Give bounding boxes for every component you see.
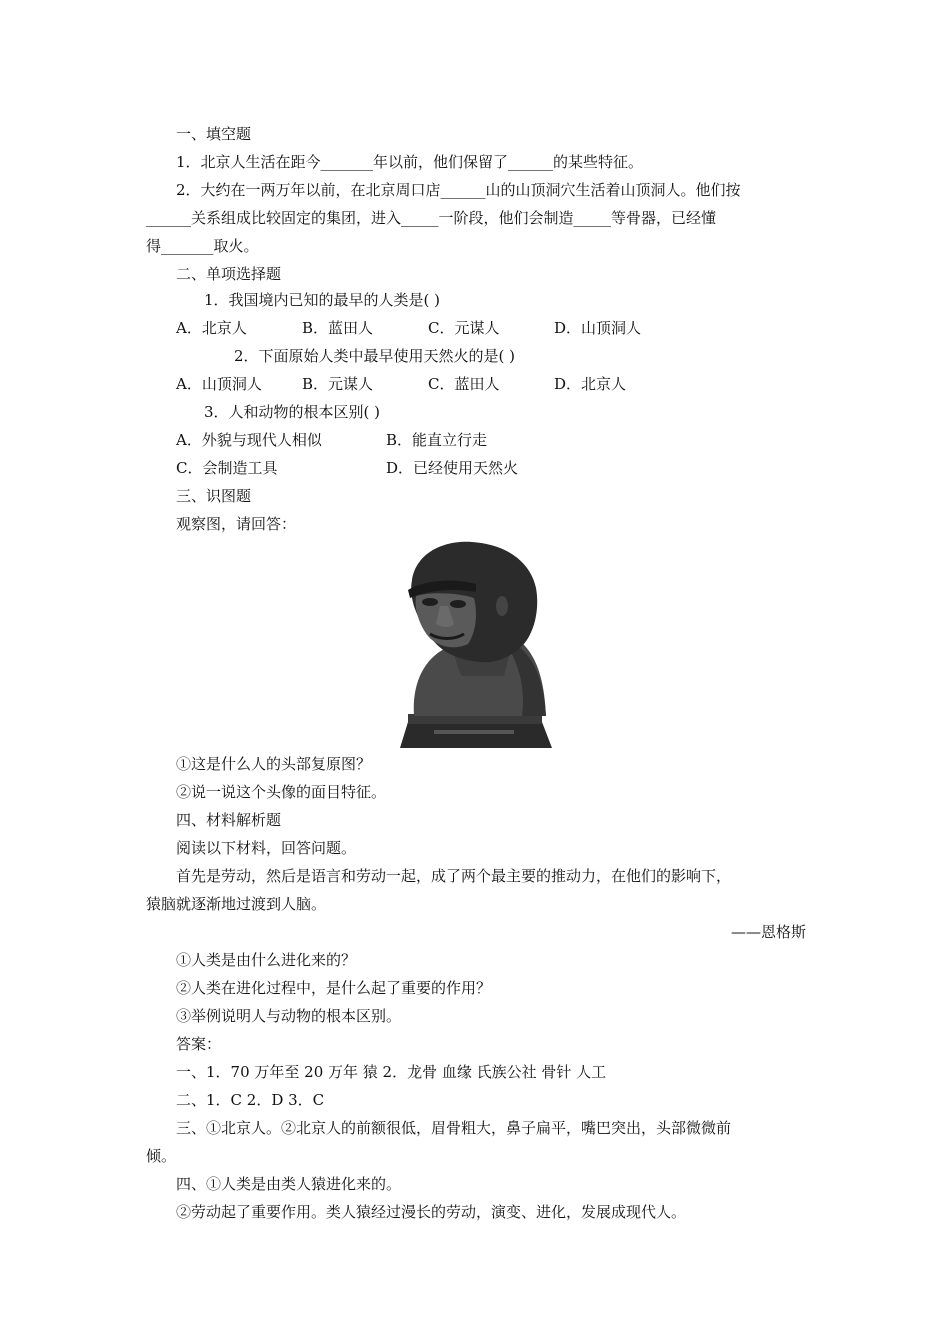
fill-question-2-line1: 2．大约在一两万年以前，在北京周口店______山的山顶洞穴生活着山顶洞人。他们按 xyxy=(176,181,741,199)
material-quote-line1: 首先是劳动，然后是语言和劳动一起，成了两个最主要的推动力，在他们的影响下， xyxy=(176,867,732,885)
answer-section-4-line1: 四、①人类是由类人猿进化来的。 xyxy=(176,1175,402,1193)
material-question-1: ①人类是由什么进化来的？ xyxy=(176,951,357,969)
choice-3-option-c: C．会制造工具 xyxy=(176,459,278,477)
choice-1-option-b: B．蓝田人 xyxy=(302,319,374,337)
choice-3-option-d: D．已经使用天然火 xyxy=(386,459,519,477)
fill-question-1: 1．北京人生活在距今_______年以前，他们保留了______的某些特征。 xyxy=(176,153,644,171)
answer-section-3-line2: 倾。 xyxy=(146,1147,177,1165)
section-figure-title: 三、识图题 xyxy=(176,487,252,505)
figure-question-1: ①这是什么人的头部复原图？ xyxy=(176,755,372,773)
answers-title: 答案： xyxy=(176,1035,222,1053)
choice-2-option-b: B．元谋人 xyxy=(302,375,374,393)
answer-section-2: 二、1．C 2．D 3．C xyxy=(176,1091,325,1109)
answer-section-1: 一、1．70 万年至 20 万年 猿 2．龙骨 血缘 氏族公社 骨针 人工 xyxy=(176,1063,607,1081)
choice-2-option-a: A．山顶洞人 xyxy=(176,375,262,393)
fill-question-2-line2: ______关系组成比较固定的集团，进入_____一阶段，他们会制造_____等骨器，已经懂 xyxy=(146,209,717,227)
choice-2-option-c: C．蓝田人 xyxy=(428,375,500,393)
material-question-3: ③举例说明人与动物的根本区别。 xyxy=(176,1007,402,1025)
material-question-2: ②人类在进化过程中，是什么起了重要的作用？ xyxy=(176,979,492,997)
choice-3-option-a: A．外貌与现代人相似 xyxy=(176,431,322,449)
fill-question-2-line3: 得_______取火。 xyxy=(146,237,259,255)
choice-1-option-c: C．元谋人 xyxy=(428,319,500,337)
bust-photo-icon xyxy=(394,536,556,748)
section-choice-title: 二、单项选择题 xyxy=(176,265,282,283)
choice-question-3: 3．人和动物的根本区别( ) xyxy=(204,403,381,421)
answer-section-3-line1: 三、①北京人。②北京人的前额很低，眉骨粗大，鼻子扁平，嘴巴突出，头部微微前 xyxy=(176,1119,732,1137)
choice-1-option-a: A．北京人 xyxy=(176,319,247,337)
choice-question-2: 2．下面原始人类中最早使用天然火的是( ) xyxy=(234,347,516,365)
section-fill-title: 一、填空题 xyxy=(176,125,252,143)
answer-section-4-line2: ②劳动起了重要作用。类人猿经过漫长的劳动，演变、进化，发展成现代人。 xyxy=(176,1203,687,1221)
choice-2-option-d: D．北京人 xyxy=(554,375,627,393)
material-quote-source: ——恩格斯 xyxy=(730,923,806,941)
section-material-title: 四、材料解析题 xyxy=(176,811,282,829)
choice-3-option-b: B．能直立行走 xyxy=(386,431,488,449)
figure-question-2: ②说一说这个头像的面目特征。 xyxy=(176,783,387,801)
choice-question-1: 1．我国境内已知的最早的人类是( ) xyxy=(204,291,441,309)
figure-prompt: 观察图，请回答： xyxy=(176,515,297,533)
choice-1-option-d: D．山顶洞人 xyxy=(554,319,642,337)
material-prompt: 阅读以下材料，回答问题。 xyxy=(176,839,357,857)
material-quote-line2: 猿脑就逐渐地过渡到人脑。 xyxy=(146,895,327,913)
